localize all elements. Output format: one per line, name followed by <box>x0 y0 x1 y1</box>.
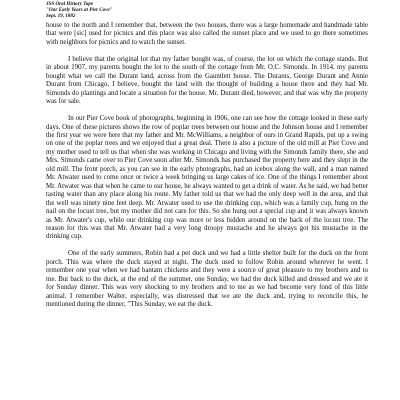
paragraph-pet-duck: One of the early summers, Robin had a pet duck and we had a little shelter built for the duck on the front porch. This was where the duck stayed at night. The duck used to follow Robin around wherever he went. I remember one year when we had bantam chickens and they were a source of great pleasure to my brothers and to me. But back to the duck, at the end of the summer, one Sunday, we had the duck killed and dressed and we ate it for Sunday dinner. This was very shocking to my brothers and to me as we had become very fond of this little animal. I remember Walter, especially, was distressed that we ate the duck and, trying to reconcile this, he mentioned during the dinner, "This Sunday, we eat the duck. <box>46 250 368 309</box>
paragraph-sunset-place: house to the north and I remember that, between the two houses, there was a large homemade and handmade table that were [sic] used for picnics and this place was also called the sunset place and we used to go there sometimes with neighbors for picnics and to watch the sunset. <box>46 22 368 46</box>
header-subtitle: "Our Early Years at Pier Cove" <box>46 6 113 13</box>
document-body <box>46 22 368 310</box>
header-tape-title: JSS Oral History Tape <box>46 1 94 7</box>
header-date: Sept. 19, 1882 <box>46 12 76 19</box>
paragraph-pier-cove-photographs: In our Pier Cove book of photographs, beginning in 1906, one can see how the cottage looked in these early days. One of these pictures shows the row of poplar trees between our house and the Johnson house and I remember the first year we were here that my father and Mr. McWilliams, a neighbor of ours in Grand Rapids, put up a swing on one of the poplar trees and we enjoyed that a great deal. There is also a picture of the old mill at Pier Cove and my mother used to tell us that when she was working in Chicago and living with the Simonds family there, she and Mrs. Simonds came over to Pier Cove soon after Mr. Simonds has purchased the property here and they slept in the old mill. The front porch, as you can see in the early photographs, had an icebox along the wall, and a man named Mr. Atwater used to come once or twice a week bringing us large cakes of ice. One of the things I remember about Mr. Atwater was that when he came to our house, he always wanted to get a drink of water. As he said, we had better tasting water than any place along his route. My father told us that we had the only deep well in the area, and that the well was ninety nine feet deep. Mr. Atwater used to use the drinking cup, which was a family cup, hung on the nail on the locust tree, but my mother did not care for this. So she hung out a special cup and it was always known as Mr. Atwater's cup, while our drinking cup was more or less hidden around on the back of the locust tree. The reason for this was that Mr. Atwater had a very long droopy mustache and he always got his mustache in the drinking cup. <box>46 115 368 241</box>
paragraph-lots-purchased: I believe that the original lot that my father bought was, of course, the lot on which the cottage stands. But in about 1907, my parents bought the lot to the south of the cottage from Mr. O.C. Simonds. In 1914, my parents bought what we call the Durant land, across from the Gauntlett house. The Durants, George Durant and Annie Durant from Chicago, I believe, bought the land with the thought of building a house there and they had Mr. Simonds do plantings and locate a situation for the house. Mr. Durant died, however, and that was why the property was for sale. <box>46 55 368 106</box>
document-header <box>46 2 246 19</box>
